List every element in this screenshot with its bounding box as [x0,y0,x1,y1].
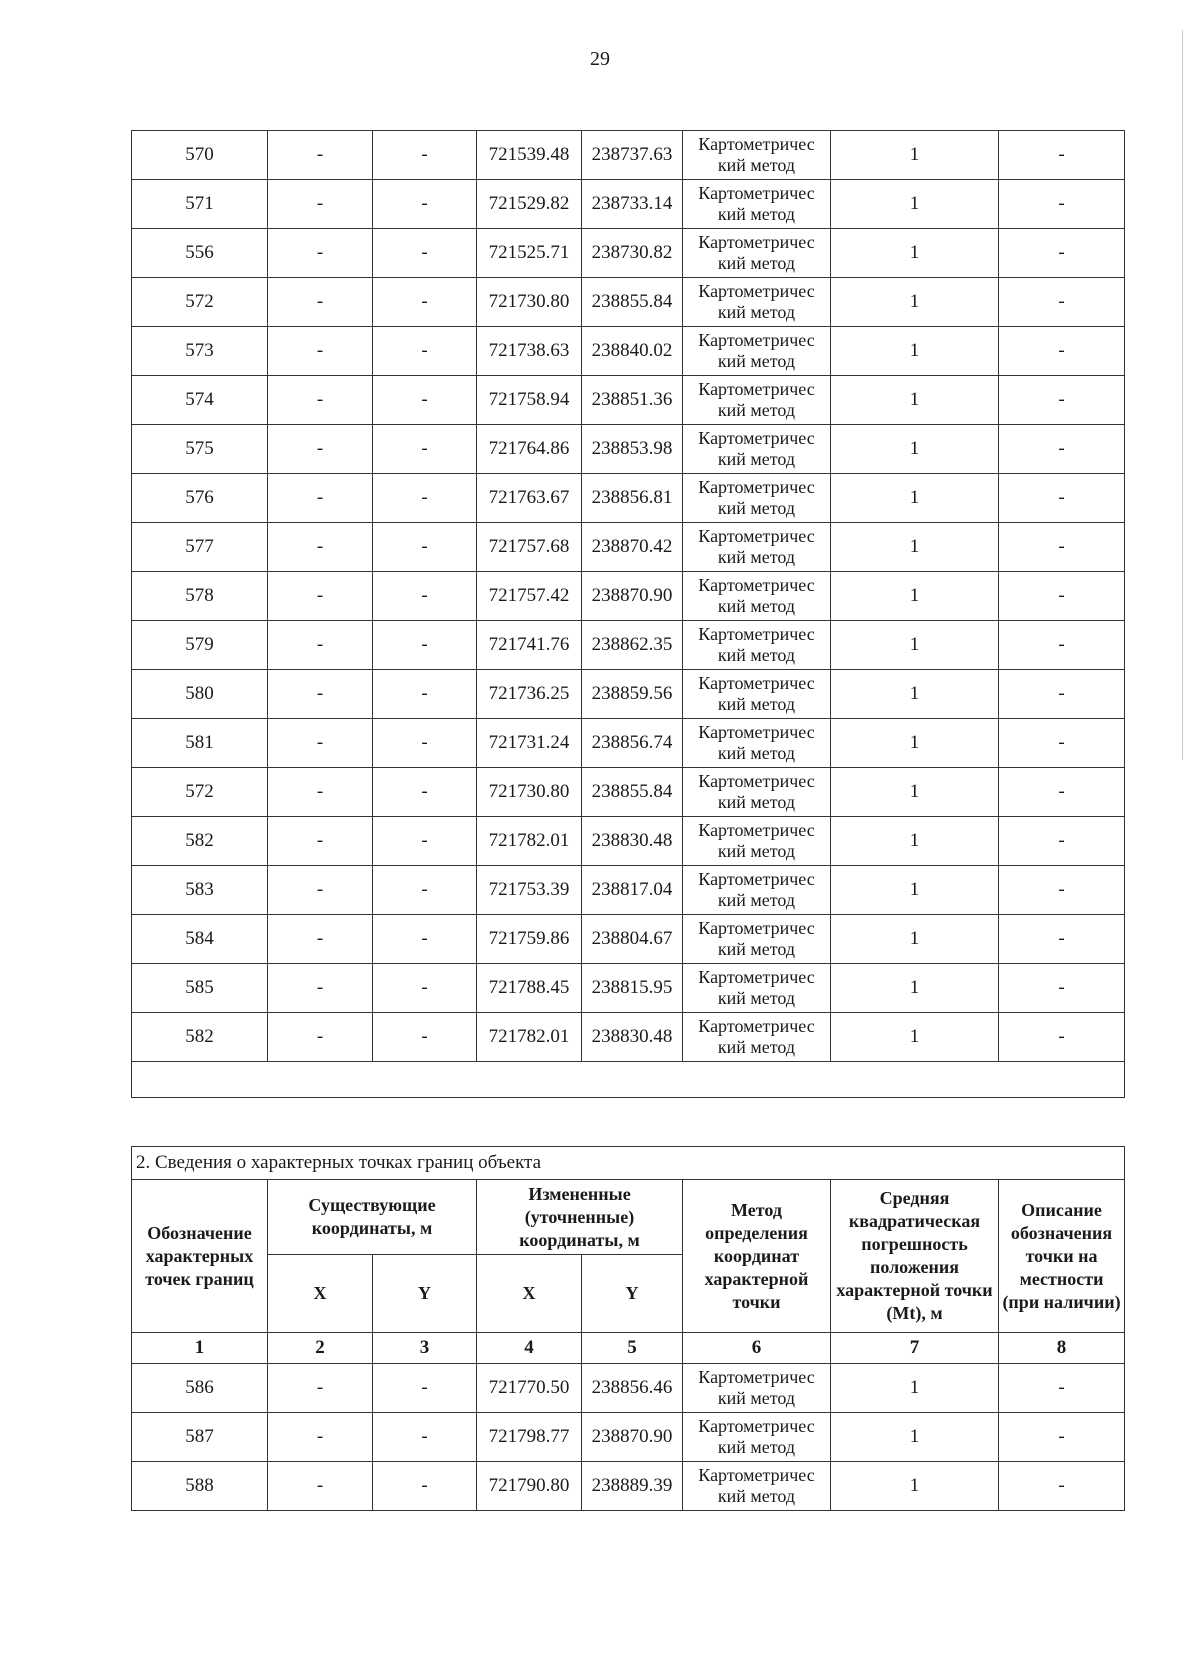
table-row [132,1013,1125,1062]
method-line-2: кий метод [717,253,796,273]
changed-y-cell: 238730.82 [582,229,683,278]
existing-y-cell: - [373,131,477,180]
point-cell: 570 [132,131,268,180]
existing-x-cell: - [268,425,373,474]
method-cell [683,572,831,621]
changed-x-cell: 721741.76 [477,621,582,670]
changed-y-cell: 238840.02 [582,327,683,376]
changed-x-cell: 721759.86 [477,915,582,964]
method-line-2: кий метод [717,204,796,224]
method-cell [683,131,831,180]
table-row [132,1462,1125,1511]
point-cell: 577 [132,523,268,572]
method-line-1: Картометричес [698,673,815,693]
changed-y-cell: 238856.74 [582,719,683,768]
method-line-2: кий метод [717,1388,796,1408]
mt-cell: 1 [831,817,999,866]
method-cell [683,817,831,866]
point-cell: 572 [132,278,268,327]
method-cell [683,376,831,425]
existing-y-cell: - [373,621,477,670]
changed-x-cell: 721539.48 [477,131,582,180]
method-cell [683,425,831,474]
description-cell: - [999,670,1125,719]
changed-y-cell: 238853.98 [582,425,683,474]
changed-x-cell: 721529.82 [477,180,582,229]
method-cell [683,180,831,229]
column-number: 2 [268,1333,373,1364]
method-line-2: кий метод [717,155,796,175]
point-cell: 586 [132,1364,268,1413]
method-line-1: Картометричес [698,526,815,546]
method-line-2: кий метод [717,694,796,714]
method-cell [683,719,831,768]
method-cell [683,915,831,964]
mt-cell: 1 [831,278,999,327]
column-number: 8 [999,1333,1125,1364]
point-cell: 581 [132,719,268,768]
method-line-2: кий метод [717,498,796,518]
existing-y-cell: - [373,278,477,327]
changed-x-cell: 721757.68 [477,523,582,572]
changed-y-cell: 238870.42 [582,523,683,572]
existing-y-cell: - [373,474,477,523]
mt-cell: 1 [831,425,999,474]
table-row [132,915,1125,964]
changed-x-cell: 721753.39 [477,866,582,915]
existing-x-cell: - [268,523,373,572]
table-row [132,278,1125,327]
existing-y-cell: - [373,376,477,425]
description-cell: - [999,572,1125,621]
description-cell: - [999,327,1125,376]
changed-y-cell: 238815.95 [582,964,683,1013]
mt-cell: 1 [831,523,999,572]
existing-x-cell: - [268,670,373,719]
method-cell [683,1413,831,1462]
mt-cell: 1 [831,719,999,768]
existing-y-cell: - [373,229,477,278]
description-cell: - [999,474,1125,523]
table-row [132,621,1125,670]
method-cell [683,670,831,719]
description-cell: - [999,1364,1125,1413]
changed-x-cell: 721764.86 [477,425,582,474]
method-line-2: кий метод [717,547,796,567]
existing-x-cell: - [268,229,373,278]
description-cell: - [999,915,1125,964]
existing-y-cell: - [373,719,477,768]
changed-y-cell: 238856.46 [582,1364,683,1413]
point-cell: 579 [132,621,268,670]
table-row [132,229,1125,278]
existing-y-cell: - [373,915,477,964]
coordinates-table-continued [131,130,1125,1098]
existing-y-cell: - [373,1013,477,1062]
table-row [132,670,1125,719]
header-point: Обозначение характерных точек границ [132,1180,268,1333]
existing-y-cell: - [373,327,477,376]
header-changed-coords: Измененные (уточненные) координаты, м [477,1180,683,1255]
existing-x-cell: - [268,964,373,1013]
existing-y-cell: - [373,425,477,474]
existing-y-cell: - [373,866,477,915]
point-cell: 587 [132,1413,268,1462]
method-line-1: Картометричес [698,869,815,889]
existing-x-cell: - [268,278,373,327]
point-cell: 576 [132,474,268,523]
point-cell: 583 [132,866,268,915]
empty-cell [132,1062,1125,1098]
method-cell [683,1462,831,1511]
mt-cell: 1 [831,1013,999,1062]
existing-y-cell: - [373,523,477,572]
method-line-2: кий метод [717,743,796,763]
scan-edge-line [1182,30,1183,760]
mt-cell: 1 [831,229,999,278]
changed-x-cell: 721763.67 [477,474,582,523]
point-cell: 585 [132,964,268,1013]
mt-cell: 1 [831,768,999,817]
method-line-1: Картометричес [698,1367,815,1387]
method-line-1: Картометричес [698,722,815,742]
description-cell: - [999,1462,1125,1511]
empty-row [132,1062,1125,1098]
mt-cell: 1 [831,474,999,523]
description-cell: - [999,376,1125,425]
method-line-2: кий метод [717,1486,796,1506]
description-cell: - [999,768,1125,817]
changed-x-cell: 721798.77 [477,1413,582,1462]
changed-y-cell: 238830.48 [582,1013,683,1062]
mt-cell: 1 [831,1364,999,1413]
changed-x-cell: 721738.63 [477,327,582,376]
changed-x-cell: 721788.45 [477,964,582,1013]
mt-cell: 1 [831,964,999,1013]
changed-y-cell: 238855.84 [582,768,683,817]
method-line-2: кий метод [717,841,796,861]
mt-cell: 1 [831,180,999,229]
method-cell [683,229,831,278]
changed-y-cell: 238817.04 [582,866,683,915]
description-cell: - [999,229,1125,278]
method-line-2: кий метод [717,939,796,959]
mt-cell: 1 [831,376,999,425]
table-row [132,572,1125,621]
header-method: Метод определения координат характерной точки [683,1180,831,1333]
changed-x-cell: 721782.01 [477,1013,582,1062]
table-row [132,719,1125,768]
changed-y-cell: 238862.35 [582,621,683,670]
existing-y-cell: - [373,768,477,817]
changed-x-cell: 721730.80 [477,768,582,817]
existing-y-cell: - [373,670,477,719]
column-number: 6 [683,1333,831,1364]
mt-cell: 1 [831,131,999,180]
mt-cell: 1 [831,866,999,915]
changed-y-cell: 238733.14 [582,180,683,229]
method-line-1: Картометричес [698,330,815,350]
table-row [132,376,1125,425]
changed-y-cell: 238889.39 [582,1462,683,1511]
column-number: 5 [582,1333,683,1364]
point-cell: 582 [132,817,268,866]
changed-x-cell: 721790.80 [477,1462,582,1511]
existing-x-cell: - [268,1013,373,1062]
method-line-2: кий метод [717,302,796,322]
table-row [132,523,1125,572]
description-cell: - [999,964,1125,1013]
method-line-2: кий метод [717,988,796,1008]
description-cell: - [999,278,1125,327]
point-cell: 582 [132,1013,268,1062]
method-line-1: Картометричес [698,281,815,301]
existing-x-cell: - [268,866,373,915]
method-line-1: Картометричес [698,771,815,791]
method-line-1: Картометричес [698,183,815,203]
header-mt: Средняя квадратическая погрешность положения характерной точки (Mt), м [831,1180,999,1333]
existing-x-cell: - [268,131,373,180]
method-line-2: кий метод [717,351,796,371]
existing-y-cell: - [373,180,477,229]
header-existing-y: Y [373,1255,477,1333]
mt-cell: 1 [831,670,999,719]
table-row [132,817,1125,866]
method-line-2: кий метод [717,449,796,469]
table-caption: 2. Сведения о характерных точках границ объекта [132,1147,1125,1180]
existing-x-cell: - [268,376,373,425]
method-cell [683,866,831,915]
existing-x-cell: - [268,474,373,523]
point-cell: 580 [132,670,268,719]
method-line-2: кий метод [717,890,796,910]
method-line-1: Картометричес [698,575,815,595]
description-cell: - [999,621,1125,670]
existing-x-cell: - [268,1413,373,1462]
page-number: 29 [590,48,610,70]
changed-y-cell: 238870.90 [582,572,683,621]
existing-y-cell: - [373,572,477,621]
existing-x-cell: - [268,768,373,817]
changed-x-cell: 721525.71 [477,229,582,278]
changed-y-cell: 238855.84 [582,278,683,327]
changed-y-cell: 238859.56 [582,670,683,719]
column-number: 1 [132,1333,268,1364]
changed-x-cell: 721782.01 [477,817,582,866]
description-cell: - [999,523,1125,572]
changed-y-cell: 238851.36 [582,376,683,425]
method-line-2: кий метод [717,792,796,812]
method-line-1: Картометричес [698,918,815,938]
table-row [132,474,1125,523]
method-line-1: Картометричес [698,428,815,448]
method-line-2: кий метод [717,400,796,420]
method-line-2: кий метод [717,1037,796,1057]
method-line-1: Картометричес [698,820,815,840]
description-cell: - [999,817,1125,866]
method-cell [683,768,831,817]
mt-cell: 1 [831,621,999,670]
method-cell [683,523,831,572]
existing-y-cell: - [373,817,477,866]
existing-y-cell: - [373,1462,477,1511]
description-cell: - [999,180,1125,229]
table-row [132,1364,1125,1413]
existing-x-cell: - [268,719,373,768]
method-line-1: Картометричес [698,967,815,987]
point-cell: 588 [132,1462,268,1511]
method-line-2: кий метод [717,1437,796,1457]
method-line-1: Картометричес [698,477,815,497]
method-cell [683,327,831,376]
method-line-1: Картометричес [698,624,815,644]
header-description: Описание обозначения точки на местности (при наличии) [999,1180,1125,1333]
header-existing-x: X [268,1255,373,1333]
method-cell [683,964,831,1013]
column-number: 7 [831,1333,999,1364]
point-cell: 574 [132,376,268,425]
table-row [132,866,1125,915]
changed-y-cell: 238856.81 [582,474,683,523]
method-line-2: кий метод [717,596,796,616]
mt-cell: 1 [831,1462,999,1511]
method-cell [683,1364,831,1413]
method-cell [683,474,831,523]
changed-y-cell: 238737.63 [582,131,683,180]
mt-cell: 1 [831,327,999,376]
existing-x-cell: - [268,817,373,866]
mt-cell: 1 [831,572,999,621]
method-line-1: Картометричес [698,1416,815,1436]
point-cell: 575 [132,425,268,474]
description-cell: - [999,1013,1125,1062]
existing-x-cell: - [268,327,373,376]
point-cell: 572 [132,768,268,817]
method-line-1: Картометричес [698,1465,815,1485]
point-cell: 571 [132,180,268,229]
changed-x-cell: 721758.94 [477,376,582,425]
method-line-1: Картометричес [698,1016,815,1036]
description-cell: - [999,1413,1125,1462]
method-line-2: кий метод [717,645,796,665]
changed-x-cell: 721770.50 [477,1364,582,1413]
existing-x-cell: - [268,1462,373,1511]
table-row [132,180,1125,229]
table-row [132,1413,1125,1462]
point-cell: 584 [132,915,268,964]
point-cell: 573 [132,327,268,376]
existing-y-cell: - [373,1364,477,1413]
description-cell: - [999,131,1125,180]
mt-cell: 1 [831,1413,999,1462]
existing-x-cell: - [268,621,373,670]
point-cell: 556 [132,229,268,278]
changed-y-cell: 238870.90 [582,1413,683,1462]
header-changed-x: X [477,1255,582,1333]
changed-x-cell: 721736.25 [477,670,582,719]
method-cell [683,1013,831,1062]
header-changed-y: Y [582,1255,683,1333]
existing-x-cell: - [268,572,373,621]
changed-y-cell: 238804.67 [582,915,683,964]
mt-cell: 1 [831,915,999,964]
table-row [132,425,1125,474]
column-number: 4 [477,1333,582,1364]
description-cell: - [999,866,1125,915]
existing-x-cell: - [268,180,373,229]
boundary-points-table [131,1146,1125,1511]
table-row [132,964,1125,1013]
existing-y-cell: - [373,964,477,1013]
changed-y-cell: 238830.48 [582,817,683,866]
column-number: 3 [373,1333,477,1364]
method-line-1: Картометричес [698,134,815,154]
table-row [132,131,1125,180]
changed-x-cell: 721757.42 [477,572,582,621]
description-cell: - [999,719,1125,768]
existing-x-cell: - [268,915,373,964]
method-line-1: Картометричес [698,232,815,252]
changed-x-cell: 721730.80 [477,278,582,327]
existing-x-cell: - [268,1364,373,1413]
table-row [132,768,1125,817]
description-cell: - [999,425,1125,474]
point-cell: 578 [132,572,268,621]
table-row [132,327,1125,376]
existing-y-cell: - [373,1413,477,1462]
method-cell [683,278,831,327]
method-cell [683,621,831,670]
changed-x-cell: 721731.24 [477,719,582,768]
method-line-1: Картометричес [698,379,815,399]
header-existing-coords: Существующие координаты, м [268,1180,477,1255]
